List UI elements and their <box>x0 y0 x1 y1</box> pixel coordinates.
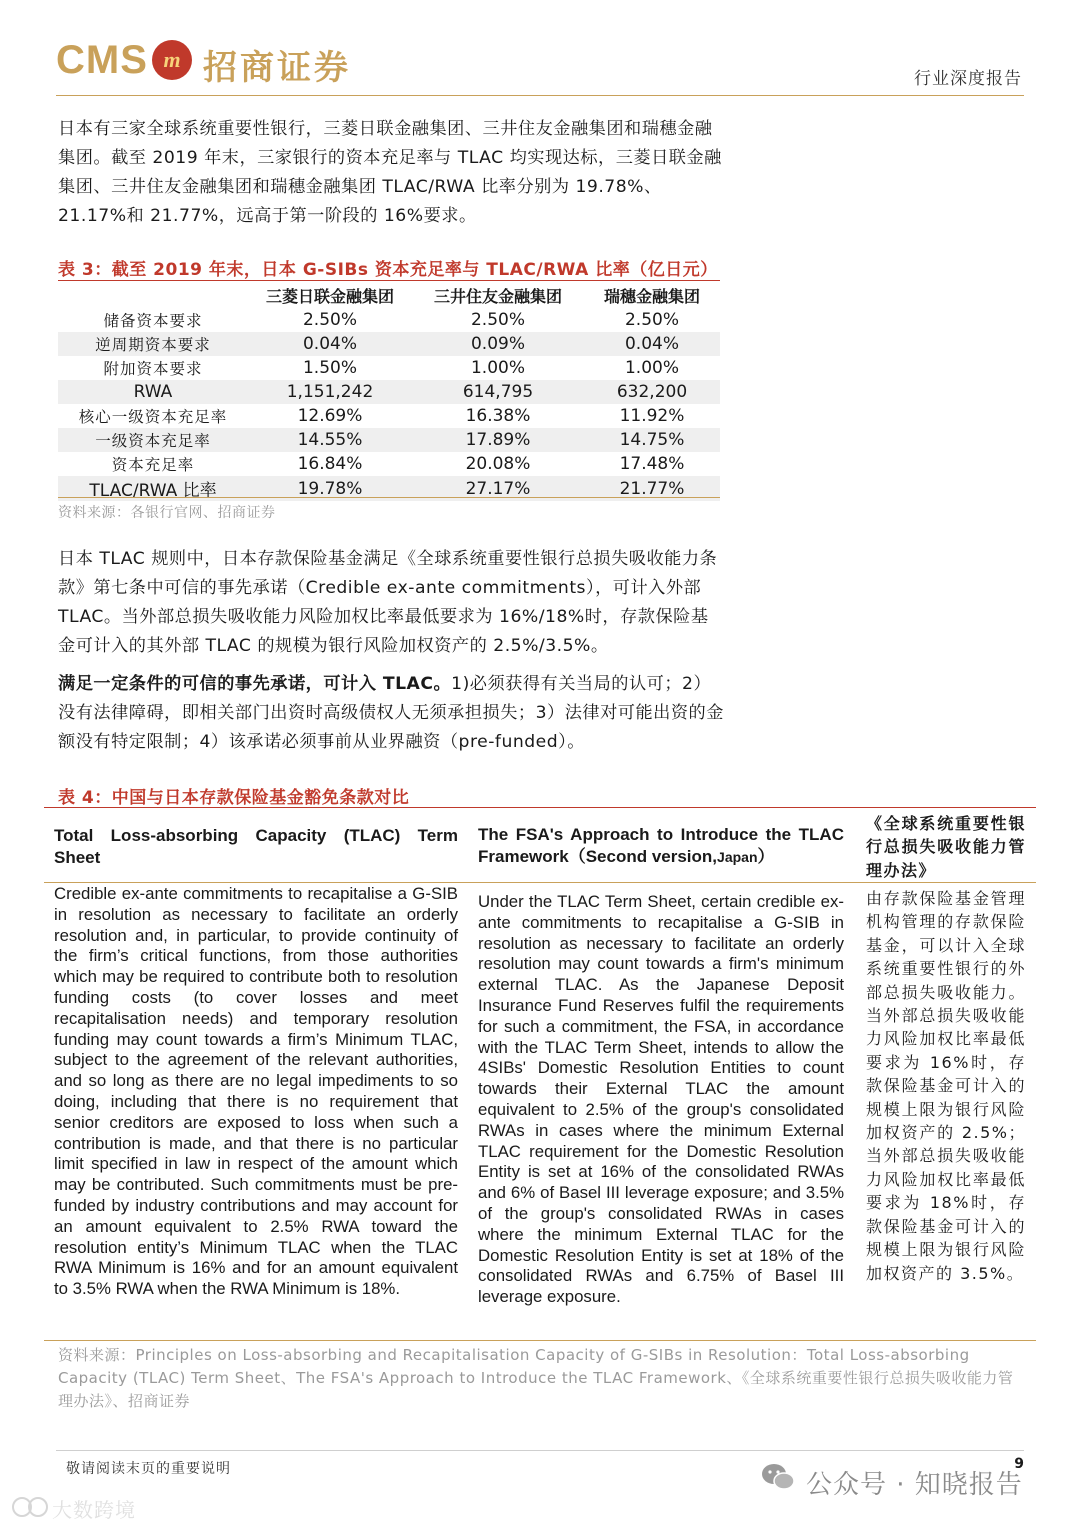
footer-note: 敬请阅读末页的重要说明 <box>66 1461 231 1477</box>
table3-row-label: 附加资本要求 <box>103 360 203 378</box>
table3-source: 资料来源：各银行官网、招商证券 <box>58 505 276 521</box>
table3-cell: 2.50% <box>302 310 357 330</box>
table3-cell: 14.55% <box>248 428 412 452</box>
table3-cell: 21.77% <box>584 476 720 501</box>
table3-grid <box>58 282 720 501</box>
table3-cell: 632,200 <box>584 380 720 404</box>
table3-cell: 27.17% <box>412 476 584 501</box>
table4-header-rule <box>44 882 1036 883</box>
page-number: 9 <box>1014 1456 1024 1472</box>
table4-source: 资料来源：Principles on Loss-absorbing and Recapitalisation Capacity of G-SIBs in Resolution：Total Loss-absorbing Capacity (TLAC) Term Sheet、The FSA's Approach to Introduce the TLAC Framework、《全球系统重要性银行总损失吸收能力管理办法》、招商证券 <box>58 1346 1014 1410</box>
table3-cell: 0.09% <box>412 332 584 356</box>
table3-cell: 17.89% <box>412 428 584 452</box>
table4-col2-header-small: Japan <box>717 849 758 865</box>
table4-top-rule <box>44 807 1036 808</box>
table3-cell: 16.84% <box>297 454 363 474</box>
table4-col2-header <box>478 824 844 868</box>
table3-cell: 1.00% <box>624 358 679 378</box>
tlac-rule-paragraph <box>58 545 726 661</box>
table3-cell: 19.78% <box>248 476 412 501</box>
table4-caption: 表 4：中国与日本存款保险基金豁免条款对比 <box>58 788 410 808</box>
logo-seal-icon: m <box>152 40 192 80</box>
conditions-paragraph-text <box>58 670 726 757</box>
conditions-list: 1)必须获得有关当局的认可；2）没有法律障碍，即相关部门出资时高级债权人无须承担损失；3）法律对可能出资的金额没有特定限制；4）该承诺必须事前从业界融资（pre-funded）。 <box>58 674 724 752</box>
table3-row-label: TLAC/RWA 比率 <box>58 476 248 501</box>
conditions-lead: 满足一定条件的可信的事先承诺，可计入 TLAC。 <box>58 674 452 694</box>
table3-row-label: RWA <box>58 380 248 404</box>
table3-cell: 12.69% <box>297 406 363 426</box>
table3-header-row <box>58 282 720 308</box>
table3-header-cell: 瑞穗金融集团 <box>603 286 700 306</box>
report-type-label: 行业深度报告 <box>914 69 1022 89</box>
table3-row-label: 一级资本充足率 <box>58 428 248 452</box>
intro-paragraph-text: 日本有三家全球系统重要性银行，三菱日联金融集团、三井住友金融集团和瑞穗金融集团。截至 2019 年末，三家银行的资本充足率与 TLAC 均实现达标，三菱日联金融集团、三井住友金融集团和瑞穗金融集团 TLAC/RWA 比率分别为 19.78%、21.17%和 21.77%，远高于第一阶段的 16%要求。 <box>58 119 722 226</box>
table3-row <box>58 428 720 452</box>
watermark-right: 公众号 · 知晓报告 <box>806 1470 1023 1500</box>
header-divider <box>56 95 1024 96</box>
table3-header-cell: 三菱日联金融集团 <box>265 286 394 306</box>
table4-col1-header: Total Loss-absorbing Capacity (TLAC) Term Sheet <box>54 826 458 867</box>
table3-header-cell: 三井住友金融集团 <box>433 286 562 306</box>
table4-col3-body <box>866 887 1026 1285</box>
table3-cell: 11.92% <box>619 406 685 426</box>
logo-chinese-text: 招商证券 <box>203 48 351 88</box>
table3-row <box>58 452 720 476</box>
table3-row <box>58 308 720 332</box>
table3-cell: 1,151,242 <box>248 380 412 404</box>
table4-col2-text: Under the TLAC Term Sheet, certain credible ex-ante commitments to recapitalise a G-SIB in resolution as necessary to facilitate an orderly resolution may count towards a firm's minimum external TLAC. As the Japanese Deposit Insurance Fund Reserves fulfil the requirements for such a commitment, the FSA, in accordance with the TLAC Term Sheet, intends to allow the 4SIBs' Domestic Resolution Entities to count towards their External TLAC the amount equivalent to 2.5% of the group's consolidated RWAs in cases where the minimum External TLAC requirement for the Domestic Resolution Entity is set at 16% of the consolidated RWAs and 6% of Basel III leverage exposure; and 3.5% of the group's consolidated RWAs in cases where the minimum External TLAC for the Domestic Resolution Entity is set at 18% of the consolidated RWAs and 6.75% of Basel III leverage exposure. <box>478 892 844 1307</box>
table3-row <box>58 380 720 404</box>
logo-cms-text: CMS <box>56 38 148 82</box>
table4-col1-text: Credible ex-ante commitments to recapitalise a G-SIB in resolution as necessary to facilitate an orderly resolution and, in particular, to provide continuity of the firm’s critical functions, from those authorities which may be required to contribute both to resolution funding costs (to cover losses and meet recapitalisation needs) and temporary resolution funding may count towards a firm’s Minimum TLAC, subject to the agreement of the relevant authorities, and so long as there are no legal impediments to so doing, including that there is no requirement that senior creditors are exposed to loss when such a contribution is made, and that there is no particular limit specified in law in respect of the amount which may be contributed. Such commitments must be pre-funded by industry contributions and may account for an amount equivalent to 2.5% RWA toward the resolution entity’s Minimum TLAC when the TLAC RWA Minimum is 16% and for an amount equivalent to 3.5% RWA when the RWA Minimum is 18%. <box>54 884 458 1299</box>
table3-row-label: 储备资本要求 <box>103 312 203 330</box>
table4-col1-body <box>54 884 458 1300</box>
table3-row-label: 核心一级资本充足率 <box>78 408 228 426</box>
table3-cell: 614,795 <box>412 380 584 404</box>
watermark-logo-icon <box>10 1494 52 1520</box>
table3-row-label: 逆周期资本要求 <box>58 332 248 356</box>
table3-top-rule <box>58 280 720 281</box>
table3-header-cell <box>58 282 248 308</box>
table3-cell: 17.48% <box>619 454 685 474</box>
table3-row <box>58 332 720 356</box>
table3-row <box>58 356 720 380</box>
conditions-paragraph <box>58 670 726 757</box>
table4-col2-header-main: The FSA's Approach to Introduce the TLAC Framework（Second version, <box>478 825 844 866</box>
wechat-icon <box>760 1462 796 1492</box>
table4-col3-text: 由存款保险基金管理机构管理的存款保险基金，可以计入全球系统重要性银行的外部总损失吸收能力。当外部总损失吸收能力风险加权比率最低要求为 16%时，存款保险基金可计入的规模上限为银行风险加权资产的 2.5%；当外部总损失吸收能力风险加权比率最低要求为 18%时，存款保险基金可计入的规模上限为银行风险加权资产的 3.5%。 <box>866 889 1026 1283</box>
table4-col2-body <box>478 892 844 1308</box>
table4-col3-header: 《全球系统重要性银行总损失吸收能力管理办法》 <box>866 814 1026 880</box>
table3 <box>58 282 720 501</box>
table3-cell: 0.04% <box>584 332 720 356</box>
table4-col2-header-end: ） <box>757 847 775 866</box>
table3-cell: 1.50% <box>302 358 357 378</box>
table4-bottom-rule <box>44 1340 1036 1341</box>
tlac-rule-paragraph-text: 日本 TLAC 规则中，日本存款保险基金满足《全球系统重要性银行总损失吸收能力条款》第七条中可信的事先承诺（Credible ex-ante commitments），可计入外部 TLAC。当外部总损失吸收能力风险加权比率最低要求为 16%/18%时，存款保险基金可计入的其外部 TLAC 的规模为银行风险加权资产的 2.5%/3.5%。 <box>58 549 718 656</box>
table3-cell: 16.38% <box>465 406 531 426</box>
intro-paragraph <box>58 115 722 231</box>
table3-bottom-rule <box>58 497 720 498</box>
table3-cell: 2.50% <box>624 310 679 330</box>
table3-row <box>58 404 720 428</box>
table3-cell: 1.00% <box>470 358 525 378</box>
table3-cell: 0.04% <box>248 332 412 356</box>
table3-caption: 表 3：截至 2019 年末，日本 G-SIBs 资本充足率与 TLAC/RWA 比率（亿日元） <box>58 260 718 280</box>
table3-cell: 2.50% <box>470 310 525 330</box>
table3-cell: 14.75% <box>584 428 720 452</box>
table3-cell: 20.08% <box>465 454 531 474</box>
watermark-left: 大数跨境 <box>52 1498 136 1522</box>
table3-row-label: 资本充足率 <box>111 456 195 474</box>
footer-divider <box>56 1450 1024 1451</box>
